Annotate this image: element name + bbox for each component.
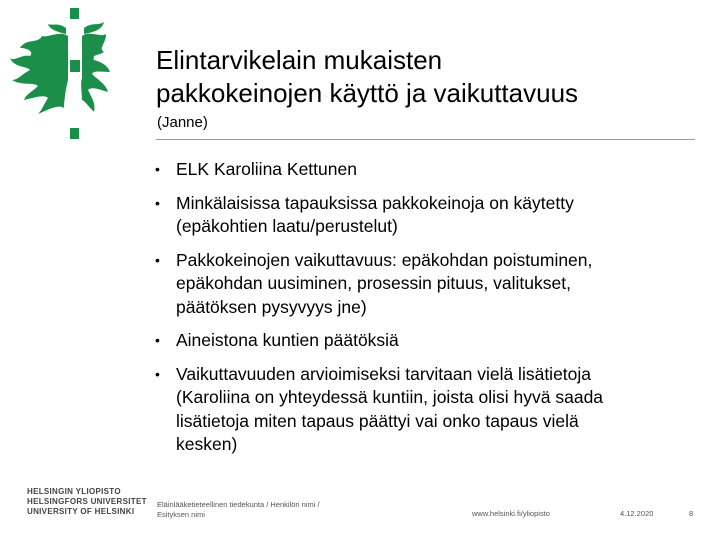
bullet-item	[155, 329, 690, 353]
bullet-line: päätöksen pysyvyys jne)	[176, 296, 367, 317]
bullet-item	[155, 363, 690, 457]
footer-url: www.helsinki.fi/yliopisto	[472, 509, 550, 518]
university-flame-logo-icon	[8, 8, 112, 140]
slide-title-line: Elintarvikelain mukaisten	[156, 45, 443, 75]
slide-subtitle: (Janne)	[157, 114, 208, 131]
bullet-item	[155, 249, 690, 320]
bullet-line: Minkälaisissa tapauksissa pakkokeinoja on käytetty	[176, 192, 574, 213]
bullet-line: Vaikuttavuuden arvioimiseksi tarvitaan vielä lisätietoja	[176, 363, 592, 384]
bullet-marker: •	[155, 161, 160, 177]
page-number: 8	[689, 509, 694, 518]
bullet-line: Aineistona kuntien päätöksiä	[176, 330, 399, 350]
university-name-en: UNIVERSITY OF HELSINKI	[27, 507, 135, 516]
footer-faculty-line: Esityksen nimi	[157, 510, 205, 519]
bullet-list	[155, 158, 690, 467]
bullet-marker: •	[155, 251, 160, 268]
bullet-marker: •	[155, 194, 160, 211]
footer-faculty	[157, 500, 320, 520]
bullet-marker: •	[155, 332, 160, 348]
bullet-line: kesken)	[176, 434, 238, 454]
university-name-sv: HELSINGFORS UNIVERSITET	[27, 497, 147, 506]
bullet-marker: •	[155, 365, 160, 382]
bullet-line: lisätietoja miten tapaus päättyi vai onko tapaus vielä	[176, 410, 579, 431]
university-name-fi: HELSINGIN YLIOPISTO	[27, 487, 121, 496]
university-name-block	[27, 487, 147, 517]
bullet-line: (epäkohtien laatu/perustelut)	[176, 216, 398, 236]
bullet-line: epäkohdan uusiminen, prosessin pituus, valitukset,	[176, 273, 571, 293]
bullet-line: ELK Karoliina Kettunen	[176, 159, 357, 179]
bullet-item	[155, 192, 690, 239]
footer-faculty-line: Eläinlääketieteellinen tiedekunta / Henkilön nimi /	[157, 500, 320, 509]
slide-title-line: pakkokeinojen käyttö ja vaikuttavuus	[156, 78, 579, 108]
bullet-line: Pakkokeinojen vaikuttavuus: epäkohdan poistuminen,	[176, 249, 593, 270]
slide-title	[156, 44, 696, 110]
footer-date: 4.12.2020	[620, 509, 654, 518]
title-divider	[156, 139, 695, 140]
bullet-item	[155, 158, 690, 182]
bullet-line: (Karoliina on yhteydessä kuntiin, joista olisi hyvä saada	[176, 387, 604, 407]
